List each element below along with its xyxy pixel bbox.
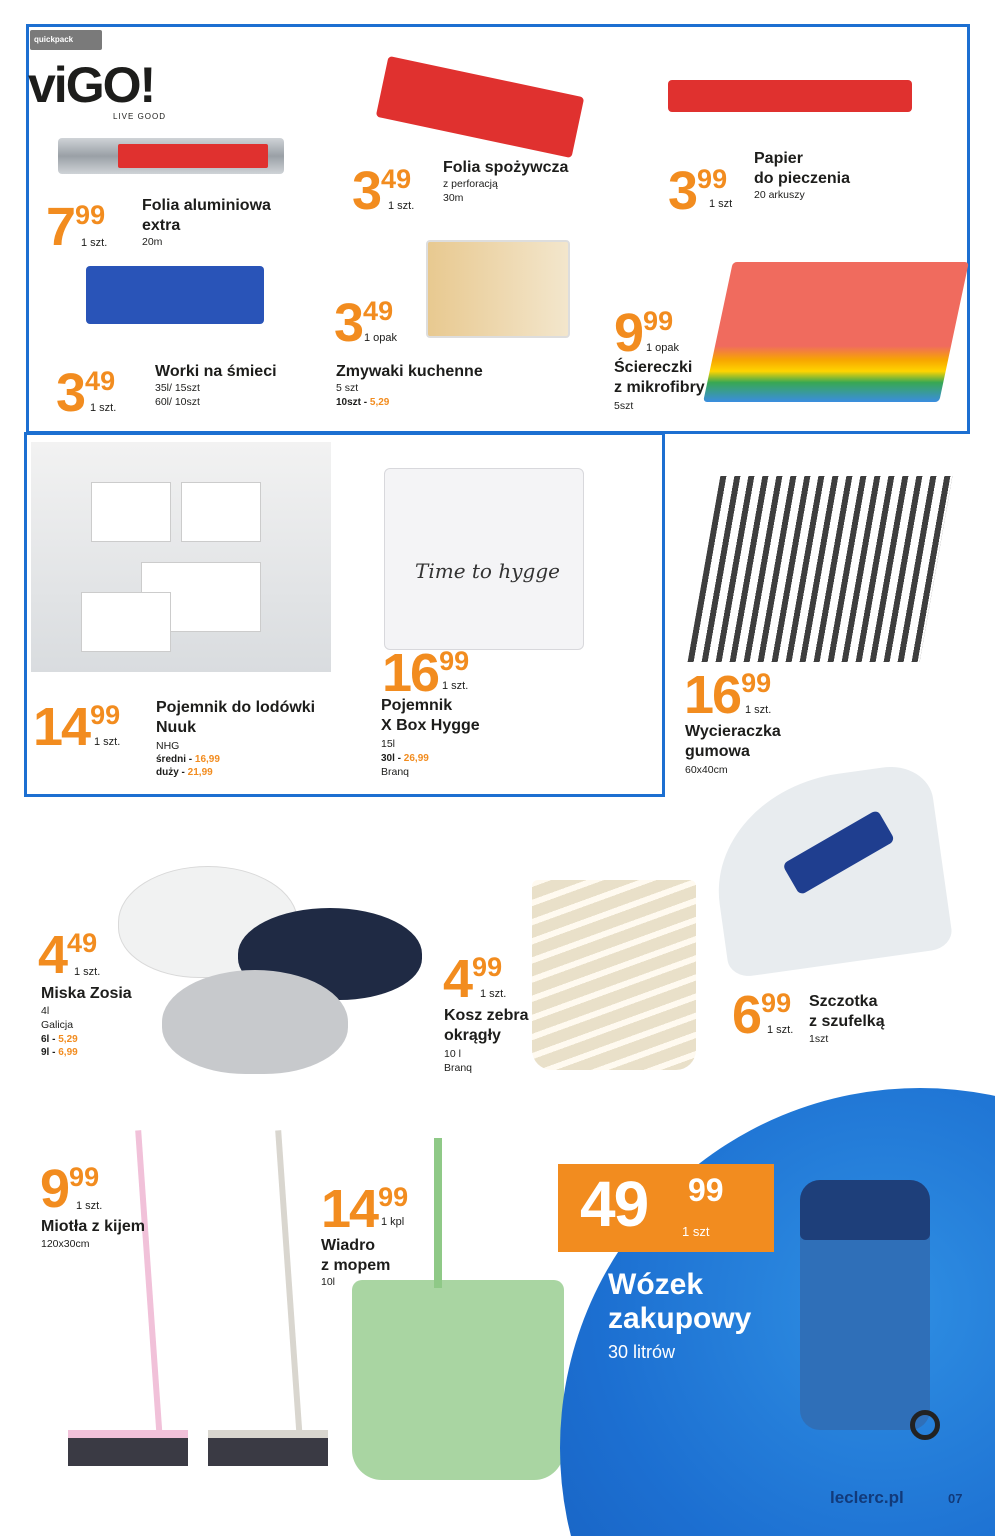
page-number: 07 (948, 1491, 963, 1506)
vigo-logo (28, 56, 154, 114)
variant-nuuk-0: średni - 16,99 (156, 754, 220, 765)
name-sciereczki: Ściereczki z mikrofibry (614, 359, 705, 396)
sub-papier-0: 20 arkuszy (754, 189, 805, 201)
price-nuuk: 1499 (33, 697, 121, 757)
microfiber-cloths-image (703, 262, 969, 402)
price-papier: 399 (668, 161, 728, 221)
sub-wiadro-0: 10l (321, 1276, 336, 1288)
sub-hygge-0: 15l (381, 738, 396, 750)
price-worki: 349 (56, 363, 116, 423)
sub-szczotka-0: 1szt (809, 1033, 829, 1045)
name-kosz: Kosz zebra okrągły (444, 1007, 529, 1044)
quickpack-badge-text: quickpack (34, 35, 74, 44)
price-folia-alu: 799 (46, 197, 106, 257)
sub-sciereczki-0: 5szt (614, 400, 634, 412)
variant-miska-0: 6l - 5,29 (41, 1034, 78, 1045)
baking-paper-image (668, 80, 912, 112)
promo-unit: 1 szt (682, 1224, 710, 1239)
unit-worki: 1 szt. (90, 402, 117, 414)
dustpan-brush-image (704, 761, 954, 979)
unit-kosz: 1 szt. (480, 988, 507, 1000)
sponges-image (426, 240, 570, 338)
sub-miska-1: Galicja (41, 1019, 74, 1031)
unit-papier: 1 szt (709, 198, 733, 210)
sub-miska-0: 4l (41, 1005, 50, 1017)
sub-folia-spoz-0: z perforacją (443, 178, 498, 190)
name-wycieraczka: Wycieraczka gumowa (685, 723, 781, 760)
unit-miska: 1 szt. (74, 966, 101, 978)
promo-price-int: 49 (580, 1168, 648, 1240)
broom-grey-image (208, 1130, 328, 1466)
foil-roll-image (58, 138, 284, 174)
sub-folia-alu-0: 20m (142, 236, 163, 248)
unit-hygge: 1 szt. (442, 680, 469, 692)
name-hygge: Pojemnik X Box Hygge (381, 697, 480, 734)
sub-nuuk-0: NHG (156, 740, 180, 752)
sub-miotla-0: 120x30cm (41, 1238, 90, 1250)
variant-hygge: 30l - 26,99 (381, 753, 429, 764)
rubber-mat-image (688, 476, 953, 662)
name-miska: Miska Zosia (41, 985, 132, 1002)
sub-worki-1: 60l/ 10szt (155, 396, 200, 408)
unit-szczotka: 1 szt. (767, 1024, 794, 1036)
sub-hygge-1: Branq (381, 766, 410, 778)
zebra-basket-image (532, 880, 696, 1070)
variant-zmywaki: 10szt - 5,29 (336, 397, 390, 408)
price-zmywaki: 349 (334, 293, 394, 353)
promo-price-dec: 99 (688, 1172, 724, 1208)
sub-zmywaki-0: 5 szt (336, 382, 359, 394)
unit-wiadro: 1 kpl (381, 1216, 405, 1228)
price-miotla: 999 (40, 1159, 100, 1219)
shopping-trolley-image (780, 1070, 950, 1480)
sub-kosz-1: Branq (444, 1062, 473, 1074)
name-szczotka: Szczotka z szufelką (809, 993, 885, 1030)
price-hygge: 1699 (382, 643, 470, 703)
sub-wycieraczka-0: 60x40cm (685, 764, 728, 776)
vigo-tagline: LIVE GOOD (113, 112, 167, 121)
name-papier: Papier do pieczenia (754, 150, 851, 187)
promo-sub: 30 litrów (608, 1342, 676, 1362)
quickpack-badge (30, 30, 102, 50)
price-miska: 449 (38, 925, 98, 985)
sub-worki-0: 35l/ 15szt (155, 382, 200, 394)
trash-bags-image (86, 266, 264, 324)
name-nuuk: Pojemnik do lodówki Nuuk (156, 699, 316, 736)
promo-name: Wózek zakupowy (608, 1268, 752, 1335)
bowl-grey-image (162, 970, 348, 1074)
vigo-logo-text: viGO! (28, 57, 155, 113)
hygge-lid-text: Time to hygge (415, 559, 560, 583)
promo-price-tag (558, 1164, 774, 1252)
unit-wycieraczka: 1 szt. (745, 704, 772, 716)
unit-zmywaki: 1 opak (364, 332, 398, 344)
unit-folia-alu: 1 szt. (81, 237, 108, 249)
price-sciereczki: 999 (614, 303, 674, 363)
price-kosz: 499 (443, 949, 503, 1009)
name-worki: Worki na śmieci (155, 363, 277, 380)
variant-nuuk-1: duży - 21,99 (156, 767, 213, 778)
fridge-photo (31, 442, 331, 672)
unit-miotla: 1 szt. (76, 1200, 103, 1212)
price-folia-spoz: 349 (352, 161, 412, 221)
unit-folia-spoz: 1 szt. (388, 200, 415, 212)
sub-kosz-0: 10 l (444, 1048, 461, 1060)
name-folia-spoz: Folia spożywcza (443, 159, 569, 176)
mop-bucket-image (352, 1280, 564, 1480)
name-zmywaki: Zmywaki kuchenne (336, 363, 483, 380)
name-wiadro: Wiadro z mopem (321, 1237, 391, 1274)
price-wycieraczka: 1699 (684, 665, 772, 725)
unit-nuuk: 1 szt. (94, 736, 121, 748)
price-szczotka: 699 (732, 985, 792, 1045)
name-miotla: Miotła z kijem (41, 1218, 146, 1235)
name-folia-alu: Folia aluminiowa extra (142, 197, 271, 234)
sub-folia-spoz-1: 30m (443, 192, 464, 204)
variant-miska-1: 9l - 6,99 (41, 1047, 78, 1058)
price-wiadro: 1499 (321, 1179, 409, 1239)
website-link[interactable]: leclerc.pl (830, 1488, 904, 1507)
hygge-box-image (384, 468, 584, 650)
unit-sciereczki: 1 opak (646, 342, 680, 354)
